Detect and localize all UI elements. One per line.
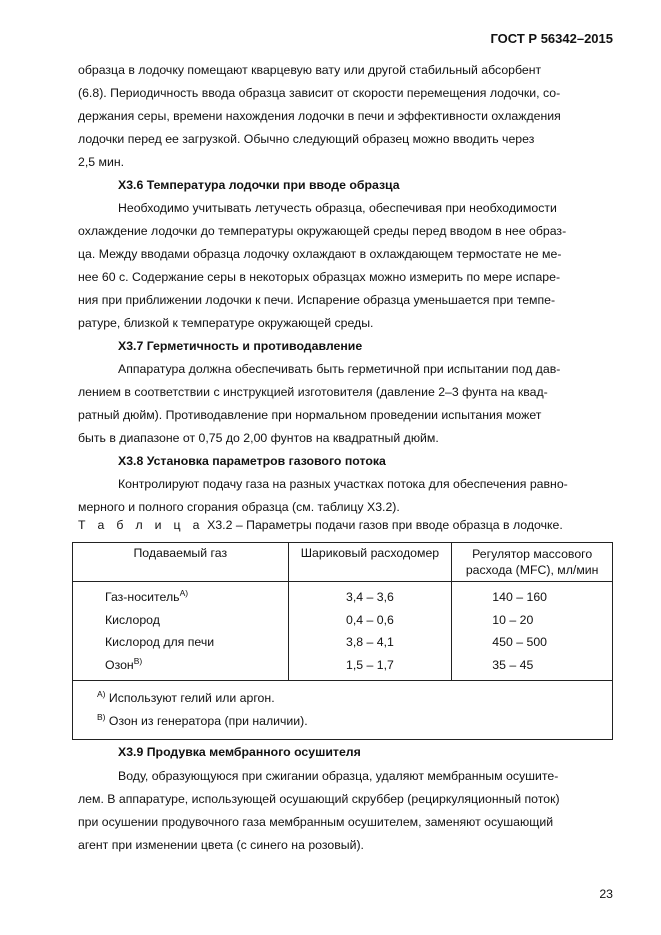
text-line: Необходимо учитывать летучесть образца, обеспечивая при необходимости <box>118 201 557 215</box>
section-heading-x36: Х3.6 Температура лодочки при вводе образца <box>118 178 400 192</box>
column-header-mfc-line: Регулятор массового <box>472 547 593 561</box>
section-heading-x37: Х3.7 Герметичность и противодавление <box>118 339 363 353</box>
footnote-text: Озон из генератора (при наличии). <box>105 714 308 728</box>
table-row <box>73 631 613 654</box>
column-header-ball-flowmeter: Шариковый расходомер <box>288 543 452 582</box>
text-line: лем. В аппаратуре, использующей осушающий скруббер (рециркуляционный поток) <box>78 792 560 807</box>
gas-cell <box>73 582 289 609</box>
footnote-text: Используют гелий или аргон. <box>105 691 275 705</box>
mfc-cell: 35 – 45 <box>452 654 613 681</box>
ball-flow-cell: 3,4 – 3,6 <box>288 582 452 609</box>
gas-name: Озон <box>105 657 134 672</box>
text-line: нее 60 с. Содержание серы в некоторых образцах можно измерить по мере испаре- <box>78 270 561 285</box>
text-line: ния при приближении лодочки к печи. Испарение образца уменьшается при темпе- <box>78 293 556 308</box>
footnote-mark: А) <box>179 588 189 599</box>
mfc-cell: 140 – 160 <box>452 582 613 609</box>
table-caption <box>78 518 563 532</box>
gas-name: Газ-носитель <box>105 590 180 605</box>
footnote <box>97 687 612 710</box>
footnote-mark: В) <box>97 712 106 722</box>
text-line: Воду, образующуюся при сжигании образца, удаляют мембранным осушите- <box>118 769 559 783</box>
text-line: агент при изменении цвета (с синего на розовый). <box>78 838 364 853</box>
footnote-mark: В) <box>133 655 143 666</box>
table-caption-prefix: Т а б л и ц а <box>78 518 204 532</box>
intro-paragraph <box>78 59 614 174</box>
gas-cell <box>73 609 289 632</box>
table-footnotes <box>73 681 613 740</box>
table-row <box>73 609 613 632</box>
footnote <box>97 710 612 733</box>
text-line: ратный дюйм). Противодавление при нормальном проведении испытания может <box>78 408 542 423</box>
text-line: охлаждение лодочки до температуры окружающей среды перед вводом в нее образ- <box>78 224 567 239</box>
section-heading-x38: Х3.8 Установка параметров газового потока <box>118 454 386 468</box>
table-row <box>73 582 613 609</box>
table-caption-text: Х3.2 – Параметры подачи газов при вводе образца в лодочке. <box>203 518 563 532</box>
gas-cell <box>73 631 289 654</box>
mfc-cell: 10 – 20 <box>452 609 613 632</box>
text-line: (6.8). Периодичность ввода образца зависит от скорости перемещения лодочки, со- <box>78 86 561 101</box>
section-x39-paragraph <box>78 765 614 857</box>
column-header-gas: Подаваемый газ <box>73 543 289 582</box>
text-line: держания серы, времени нахождения лодочки в печи и эффективности охлаждения <box>78 109 561 124</box>
text-line: ратуре, близкой к температуре окружающей среды. <box>78 316 374 331</box>
column-header-mfc-line: расхода (MFC), мл/мин <box>465 563 599 577</box>
mfc-cell: 450 – 500 <box>452 631 613 654</box>
ball-flow-cell: 0,4 – 0,6 <box>288 609 452 632</box>
standard-code: ГОСТ Р 56342–2015 <box>490 31 613 46</box>
table-footnotes-row <box>73 681 613 740</box>
section-x36-paragraph <box>78 197 614 336</box>
text-line: лодочки перед ее загрузкой. Обычно следующий образец можно вводить через <box>78 132 535 147</box>
column-header-mfc <box>452 543 613 582</box>
footnote-mark: А) <box>97 689 106 699</box>
text-line: образца в лодочку помещают кварцевую вату или другой стабильный абсорбент <box>78 63 542 77</box>
page-number: 23 <box>599 887 613 901</box>
text-line: мерного и полного сгорания образца (см. таблицу Х3.2). <box>78 500 400 515</box>
section-heading-x39: Х3.9 Продувка мембранного осушителя <box>118 745 361 759</box>
text-line: 2,5 мин. <box>78 155 125 170</box>
text-line: лением в соответствии с инструкцией изготовителя (давление 2–3 фунта на квад- <box>78 385 548 400</box>
gas-cell <box>73 654 289 681</box>
section-x37-paragraph <box>78 358 614 450</box>
gas-name: Кислород <box>105 612 160 627</box>
text-line: быть в диапазоне от 0,75 до 2,00 фунтов на квадратный дюйм. <box>78 431 439 446</box>
text-line: Аппаратура должна обеспечивать быть герметичной при испытании под дав- <box>118 362 561 376</box>
table-header-row <box>73 543 613 582</box>
table-row <box>73 654 613 681</box>
ball-flow-cell: 1,5 – 1,7 <box>288 654 452 681</box>
section-x38-paragraph <box>78 473 614 519</box>
gas-flow-table <box>72 542 613 740</box>
ball-flow-cell: 3,8 – 4,1 <box>288 631 452 654</box>
text-line: ца. Между вводами образца лодочку охлаждают в охлаждающем термостате не ме- <box>78 247 562 262</box>
text-line: при осушении продувочного газа мембранным осушителем, заменяют осушающий <box>78 815 554 830</box>
gas-name: Кислород для печи <box>105 635 215 650</box>
text-line: Контролируют подачу газа на разных участках потока для обеспечения равно- <box>118 477 568 491</box>
